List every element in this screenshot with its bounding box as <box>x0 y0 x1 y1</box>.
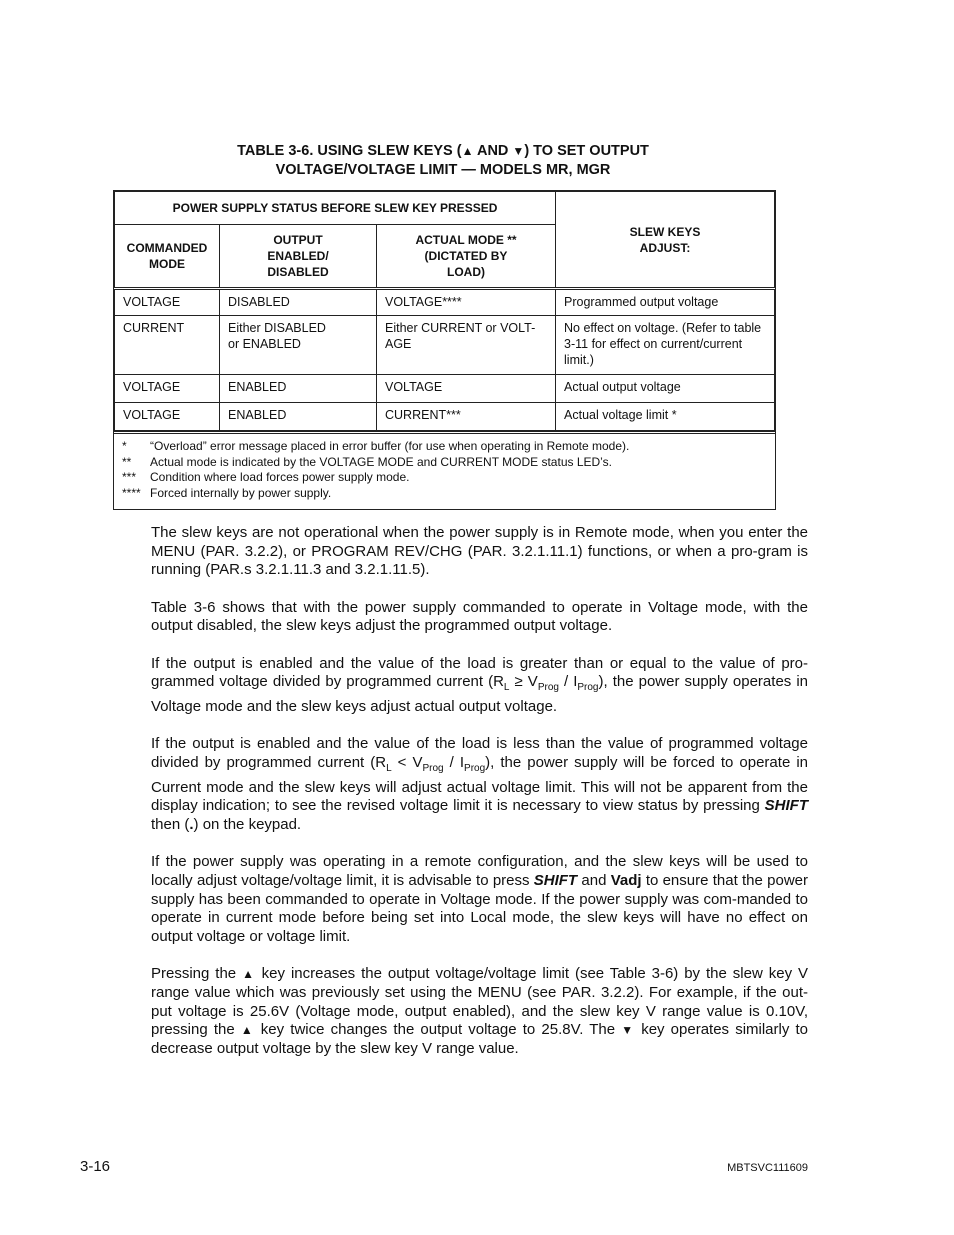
text-run: / I <box>443 753 465 771</box>
table-row <box>115 375 775 403</box>
text-run: ) on the keypad. <box>193 815 302 833</box>
text-run: and <box>577 871 611 889</box>
up-triangle-icon: ▲ <box>461 144 474 158</box>
cell-output: ENABLED <box>220 403 377 431</box>
down-triangle-icon: ▼ <box>512 144 525 158</box>
note-item <box>122 470 767 486</box>
note-text: Actual mode is indicated by the VOLTAGE MODE and CURRENT MODE status LED’s. <box>150 454 612 469</box>
cell-mode: VOLTAGE <box>115 403 220 431</box>
note-mark: * <box>122 439 127 453</box>
paragraph-5 <box>151 853 808 947</box>
cell-output-text: Either DISABLED or ENABLED <box>228 321 326 351</box>
subscript: Prog <box>464 762 486 774</box>
note-item <box>122 486 767 502</box>
header-slew-keys <box>556 192 775 289</box>
note-text: “Overload” error message placed in error buffer (for use when operating in Remote mode). <box>150 439 630 453</box>
text-run: Pressing the <box>151 965 243 983</box>
header-output <box>220 225 377 289</box>
cell-actual: VOLTAGE <box>377 375 556 403</box>
cell-mode: VOLTAGE <box>115 289 220 316</box>
note-text: Forced internally by power supply. <box>150 486 332 501</box>
caption-text: TABLE 3-6. USING SLEW KEYS ( <box>237 143 462 159</box>
note-mark: ** <box>122 454 132 469</box>
page-number: 3-16 <box>80 1158 111 1175</box>
caption-text: ) TO SET OUTPUT <box>524 143 649 159</box>
cell-actual: Either CURRENT or VOLT-AGE <box>377 316 556 375</box>
text-run: If the output is enabled and the value of the load is less than the value of programmed voltage divided by programmed current (R <box>151 735 808 771</box>
cell-actual: VOLTAGE**** <box>377 289 556 316</box>
header-output-text: OUTPUT ENABLED/ DISABLED <box>267 233 329 279</box>
cell-adjust: Actual voltage limit * <box>556 403 775 431</box>
cell-mode: VOLTAGE <box>115 375 220 403</box>
table-row <box>115 403 775 431</box>
text-run: If the output is enabled and the value of the load is greater than or equal to the value of pro-grammed voltage divided by programmed current (R <box>151 654 808 691</box>
paragraph-6 <box>151 965 808 1059</box>
cell-actual: CURRENT*** <box>377 403 556 431</box>
cell-adjust: Actual output voltage <box>556 375 775 403</box>
subscript: L <box>386 762 392 774</box>
note-item <box>122 439 767 455</box>
subscript: Prog <box>537 682 559 694</box>
vadj-key-label: Vadj <box>610 871 642 889</box>
subscript: Prog <box>577 682 599 694</box>
paragraph-4 <box>151 735 808 835</box>
cell-adjust: No effect on voltage. (Refer to table 3-11 for effect on current/current limit.) <box>556 316 775 375</box>
note-mark: **** <box>122 486 141 501</box>
table-notes <box>114 431 775 509</box>
text-run: < V <box>391 753 423 771</box>
paragraph-1: The slew keys are not operational when the power supply is in Remote mode, when you enter the MENU (PAR. 3.2.2), or PROGRAM REV/CHG (PAR. 3.2.1.11.1) functions, or when a pro-gram is running (PAR.s 3.2.1.11.3 and 3.2.1.11.5). <box>151 524 808 579</box>
shift-key-label: SHIFT <box>533 871 578 889</box>
cell-output <box>220 316 377 375</box>
text-run: / I <box>558 673 578 691</box>
note-mark: *** <box>122 470 137 485</box>
header-actual-text: ACTUAL MODE ** (DICTATED BY LOAD) <box>415 233 517 279</box>
cell-output: ENABLED <box>220 375 377 403</box>
note-item <box>122 455 767 471</box>
subscript: L <box>503 682 510 694</box>
text-run: to ensure that the power supply has been commanded to operate in Voltage mode. If the power supply was com-manded to operate in current mode before being set into Local mode, the slew keys will have no effect on output voltage or voltage limit. <box>151 871 808 945</box>
cell-adjust: Programmed output voltage <box>556 289 775 316</box>
text-run: key twice changes the output voltage to 25.8V. The <box>254 1021 622 1039</box>
header-slew-text: SLEW KEYS ADJUST: <box>629 224 701 255</box>
header-actual-mode <box>377 225 556 289</box>
paragraph-2: Table 3-6 shows that with the power supply commanded to operate in Voltage mode, with the output disabled, the slew keys adjust the programmed output voltage. <box>151 598 808 635</box>
down-triangle-icon: ▼ <box>621 1023 636 1038</box>
paragraph-3 <box>151 655 808 717</box>
text-run: ≥ V <box>509 673 538 691</box>
body-text <box>151 524 808 1077</box>
text-run: key operates similarly to decrease output voltage by the slew key V range value. <box>151 1021 808 1057</box>
text-run: then ( <box>151 815 190 833</box>
up-triangle-icon: ▲ <box>240 1023 255 1038</box>
up-triangle-icon: ▲ <box>242 967 256 982</box>
document-code: MBTSVC111609 <box>727 1162 808 1174</box>
header-commanded-mode: COMMANDED MODE <box>115 225 220 289</box>
table-row <box>115 316 775 375</box>
note-text: Condition where load forces power supply mode. <box>150 470 410 485</box>
text-run: ), the power supply will be forced to operate in Current mode and the slew keys will adjust actual voltage limit. This will not be apparent from the display indication; to see the revised voltage limit it is necessary to view status by pressing <box>151 753 808 815</box>
shift-key-label: SHIFT <box>764 797 808 815</box>
text-run: If the power supply was operating in a remote configuration, and the slew keys will be used to locally adjust voltage/voltage limit, it is advisable to press <box>151 853 808 889</box>
caption-text: AND <box>473 143 513 159</box>
caption-line-1 <box>113 142 773 161</box>
table-row <box>115 289 775 316</box>
cell-mode: CURRENT <box>115 316 220 375</box>
slew-keys-table <box>113 190 776 510</box>
cell-output: DISABLED <box>220 289 377 316</box>
text-run: ), the power supply operates in Voltage mode and the slew keys adjust actual output voltage. <box>151 673 809 715</box>
subscript: Prog <box>422 762 444 774</box>
group-header: POWER SUPPLY STATUS BEFORE SLEW KEY PRESSED <box>115 192 556 225</box>
text-run: key increases the output voltage/voltage limit (see Table 3-6) by the slew key V range value which was previously set using the MENU (see PAR. 3.2.2). For example, if the out-put voltage is 25.6V (Voltage mode, output enabled), and the slew key V range value is 0.10V, pressing the <box>151 965 809 1039</box>
table-caption <box>113 142 773 180</box>
dot-key-label: . <box>189 815 194 833</box>
caption-line-2: VOLTAGE/VOLTAGE LIMIT — MODELS MR, MGR <box>275 162 611 178</box>
